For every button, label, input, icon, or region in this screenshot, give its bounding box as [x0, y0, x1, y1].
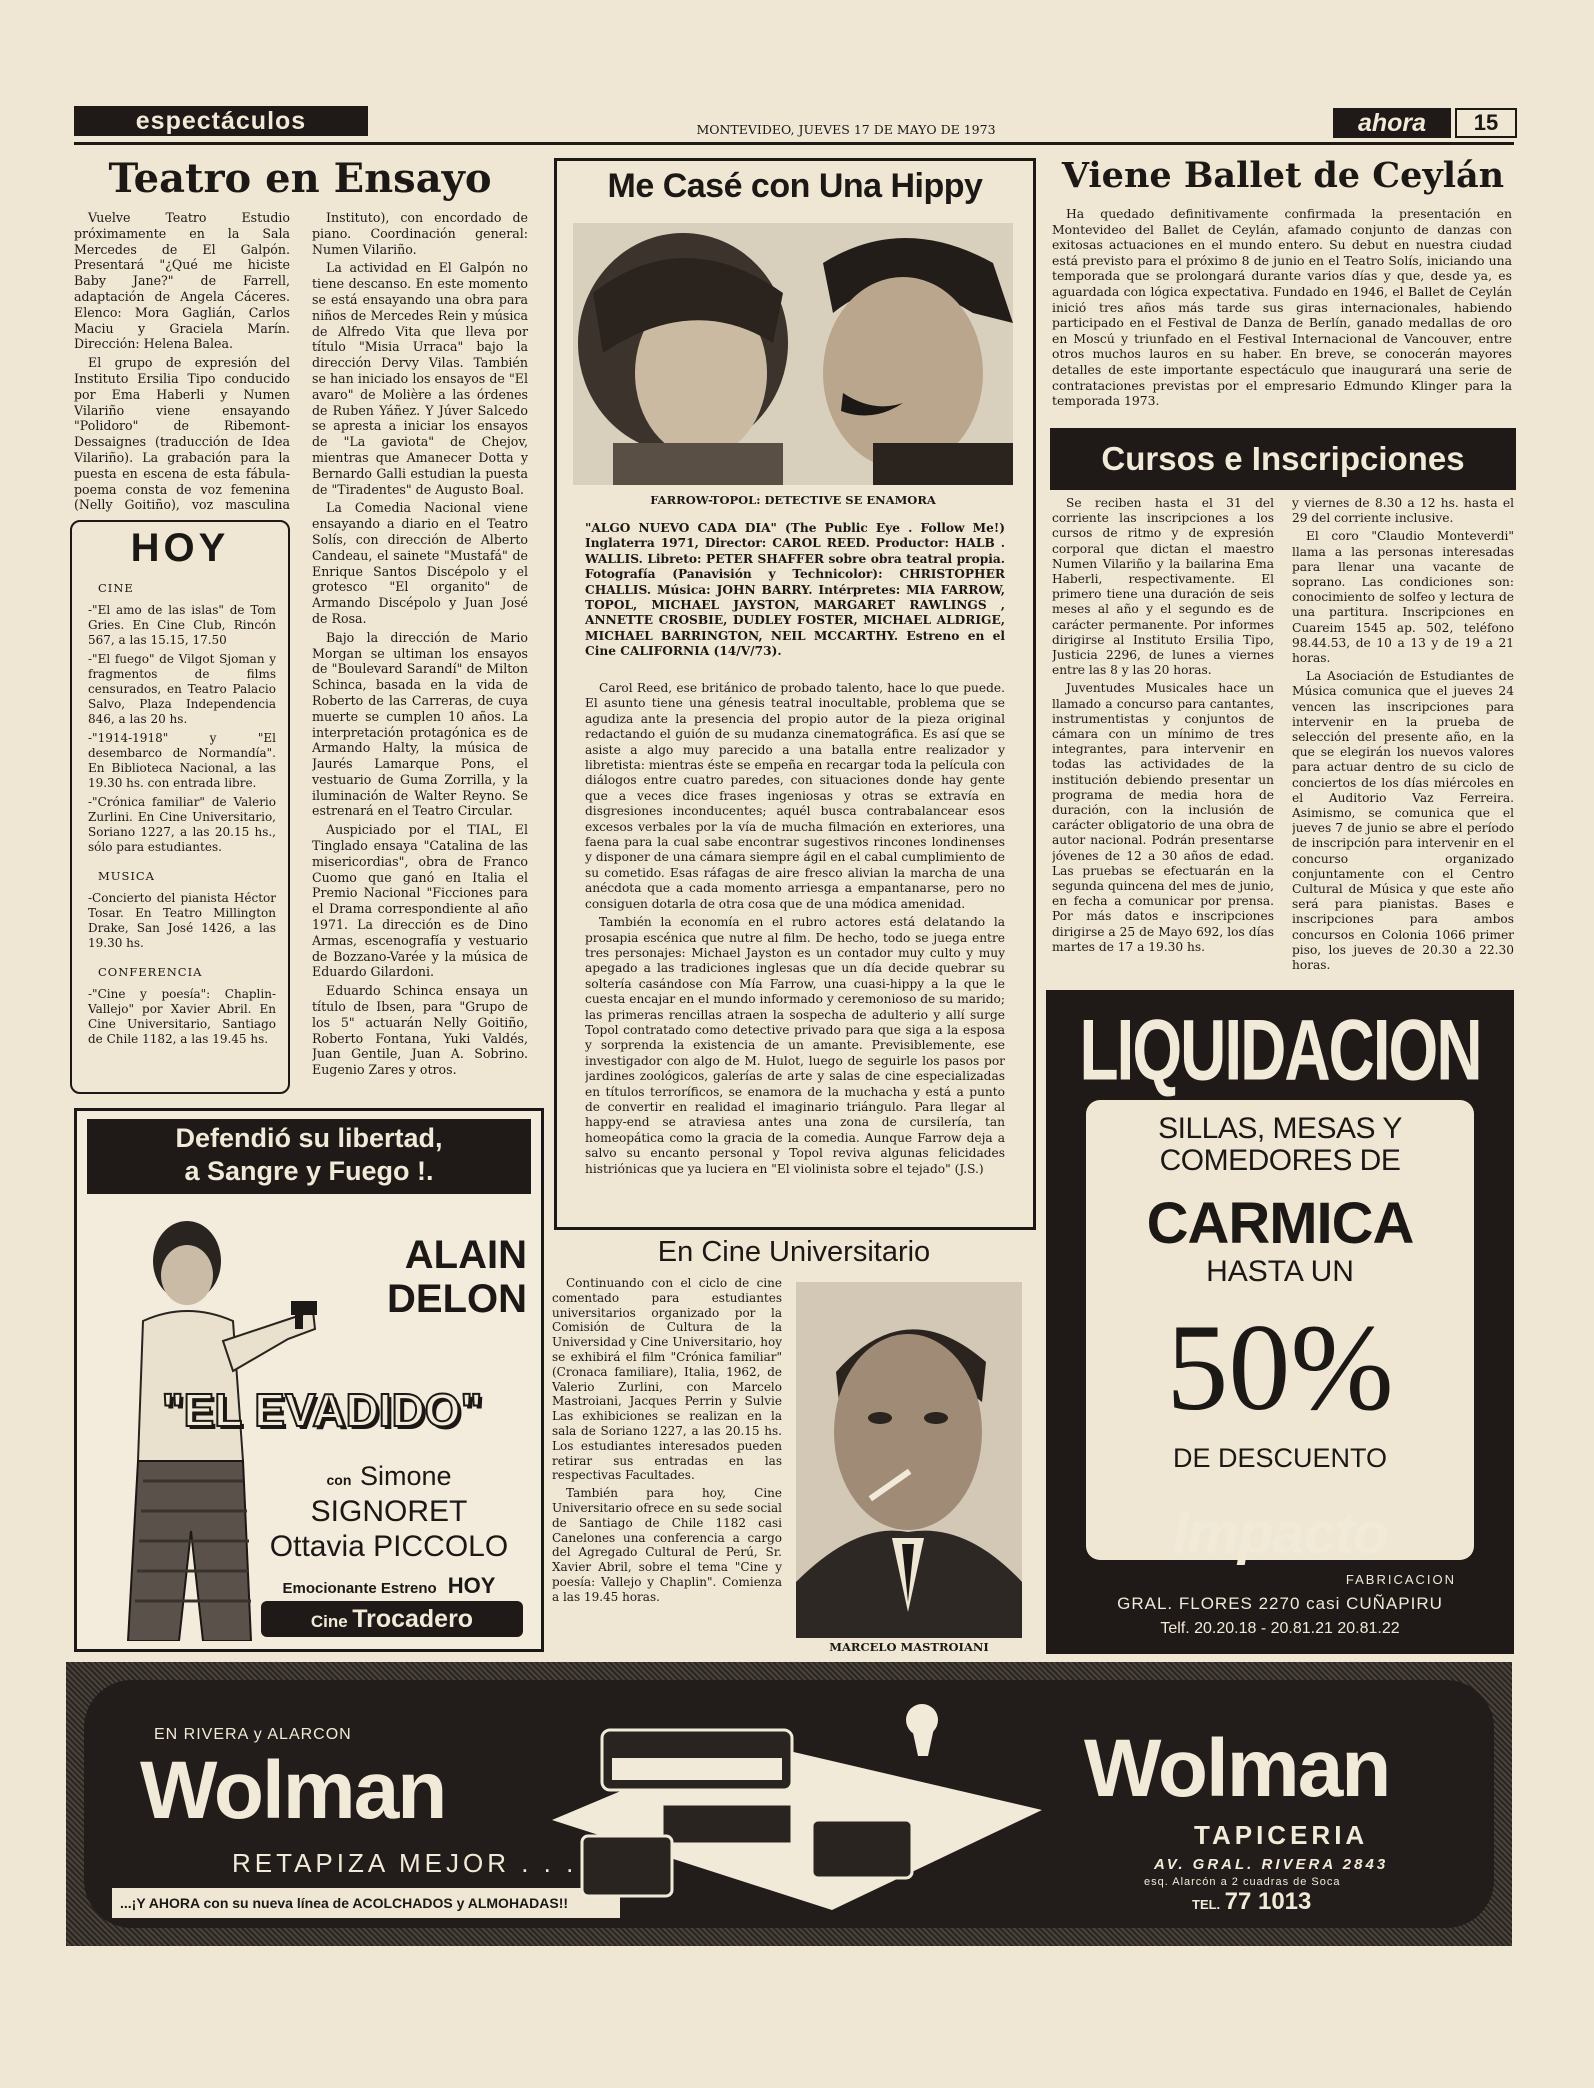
cine-univ-paragraph: También para hoy, Cine Universitario ofrece en su sede social de Santiago de Chile 1182 casi Canelones una conferencia a cargo del Agregado Cultural de Perú, Sr. Xavier Abril, sobre el tema "Cine y poesía: Vallejo y Chaplin". Comienza a las 19.45 horas. — [552, 1486, 782, 1604]
teatro-paragraph: Instituto), con encordado de piano. Coordinación general: Numen Vilariño. — [312, 210, 528, 257]
cine-univ-paragraph: Continuando con el ciclo de cine comentado para estudiantes universitarios organizado por la Comisión de Cultura de la Universidad y Cine Universitario, hoy se exhibirá el film "Crónica familiar" (Cronaca familiare), Italia, 1962, de Valerio Zurlini, con Marcelo Mastroiani, Jacques Perrin y Sulvie Las exhibiciones se realizan en la sala de Soriano 1227, a las 20.15 hs. Los estudiantes interesados pueden retirar sus entradas en las respectivas Facultades. — [552, 1276, 782, 1483]
hippy-credits: "ALGO NUEVO CADA DIA" (The Public Eye . Follow Me!) Inglaterra 1971, Director: CAROL REED. Productor: HALB . WALLIS. Libreto: PETER SHAFFER sobre obra teatral propia. Fotografía (Panavisión y Technicolor): CHRISTOPHER CHALLIS. Música: JOHN BARRY. Intérpretes: MIA FARROW, TOPOL, MICHAEL JAYSTON, MARGARET RAWLINGS , ANNETTE CROSBIE, DUDLEY FOSTER, MICHAEL ALDRIGE, MICHAEL BARRINGTON, NEIL MCCARTHY. Estreno en el Cine CALIFORNIA (14/V/73). — [585, 521, 1005, 659]
hippy-title: Me Casé con Una Hippy — [607, 167, 983, 205]
impacto-sub: FABRICACION — [1345, 1572, 1456, 1587]
header-rule — [74, 142, 1514, 145]
star-last-name: DELON — [387, 1277, 527, 1321]
teatro-paragraph: Bajo la dirección de Mario Morgan se ultiman los ensayos de "Boulevard Sarandí" de Milton Schinca, basada en la vida de Roberto de las Carreras, de cuya muerte se cumplen 10 años. La interpretación protagónica es de Armando Halty, la música de Jaurés Lamarque Pons, el vestuario de Guma Zorrilla, y la iluminación de Walter Reyno. Se estrenará en el Teatro Circular. — [312, 629, 528, 819]
evadido-ad — [74, 1108, 544, 1652]
wolman-tel-label: TEL. — [1192, 1897, 1221, 1912]
carmica-address: GRAL. FLORES 2270 casi CUÑAPIRU — [1117, 1594, 1443, 1613]
teatro-column-1 — [74, 210, 290, 512]
carmica-ad — [1046, 990, 1514, 1654]
teatro-paragraph: Auspiciado por el TIAL, El Tinglado ensaya "Catalina de las misericordias", obra de Franco Cuomo que ganó en Italia el Premio Nacional "Ficciones para el Drama correspondiente al año 1971. La dirección es de Dino Armas, escenografía y vestuario de Bozzano-Varée y la música de Eduardo Gilardoni. — [312, 822, 528, 980]
cursos-paragraph: Juventudes Musicales hace un llamado a concurso para cantantes, instrumentistas y conjuntos de cámara con un mínimo de tres integrantes, para intervenir en todas las actividades de la institución debiendo presentar un programa de media hora de duración, con la inclusión de carácter obligatorio de una obra de autor nacional. Podrán presentarse jóvenes de 12 a 30 años de edad. Las pruebas se efectuarán en la segunda quincena del mes de junio, en fecha a comunicar por prensa. Por más datos e inscripciones dirigirse a 25 de Mayo 692, los días martes de 17 a 19.30 hs. — [1052, 681, 1274, 954]
page-number: 15 — [1455, 108, 1517, 138]
teatro-paragraph: La actividad en El Galpón no tiene descanso. En este momento se está ensayando una obra para niños de Mercedes Rein y música de Alfredo Vita que lleva por título "Misia Urraca" bajo la dirección Dervy Vilas. También se han iniciado los ensayos de "El avaro" de Molière a las órdenes de Ruben Yáñez. Y Júver Salcedo se apresta a iniciar los ensayos de "La gaviota" de Chejov, mientras que Amanecer Dotta y Bernardo Galli estudian la puesta de "Tiradentes" de Augusto Boal. — [312, 260, 528, 497]
tagline: Emocionante Estreno — [282, 1580, 437, 1597]
cursos-paragraph: El coro "Claudio Monteverdi" llama a las personas interesadas para llenar una vacante de soprano. Las condiciones son: conocimiento de solfeo y lectura de una partitura. Inscripciones en Cuareim 1545 ap. 502, teléfono 98.44.53, de 10 a 13 y de 19 a 21 horas. — [1292, 529, 1514, 666]
cinema-prefix: Cine — [310, 1612, 348, 1631]
teatro-paragraph: El grupo de expresión del Instituto Ersilia Tipo conducido por Ema Haberli y Numen Vilariño viene ensayando "Polidoro" de Ribemont-Dessaignes (traducción de Idea Vilariño). La grabación para la puesta en escena de esta fábula-poema consta de voz femenina (Nelly Goitiño), voz masculina — [74, 355, 290, 512]
cursos-column-1 — [1052, 496, 1274, 982]
costar-1-last: SIGNORET — [310, 1495, 468, 1528]
teatro-column-2 — [312, 210, 528, 1098]
carmica-percent: 50% — [1166, 1299, 1394, 1436]
evadido-headline-line-1: Defendió su libertad, — [175, 1123, 443, 1153]
wolman-location: EN RIVERA y ALARCON — [154, 1726, 352, 1743]
cursos-paragraph: Se reciben hasta el 31 del corriente las inscripciones a los cursos de ritmo y de expresión corporal que dictan el maestro Numen Vilariño y la bailarina Ema Haberli, respectivamente. El primero tiene una duración de seis meses al año y el segundo es de carácter permanente. Por informes dirigirse al Instituto Ersilia Tipo, Justicia 2296, de lunes a viernes entre las 8 y las 20 horas. — [1052, 496, 1274, 678]
teatro-paragraph: Eduardo Schinca ensaya un título de Ibsen, para "Grupo de los 5" actuarán Nelly Goitiño, Roberto Fontana, Yuki Valdés, Juan Gentile, Juan A. Sobrino. Eugenio Zares y otros. — [312, 983, 528, 1078]
film-title: "EL EVADIDO" — [161, 1384, 483, 1436]
carmica-hasta: HASTA UN — [1206, 1255, 1354, 1288]
hoy-cine-list — [72, 603, 288, 859]
star-first-name: ALAIN — [404, 1233, 527, 1277]
wolman-logo-left: Wolman — [140, 1745, 446, 1836]
wolman-address: AV. GRAL. RIVERA 2843 — [1154, 1856, 1389, 1873]
wolman-ad — [66, 1662, 1512, 1946]
carmica-descuento: DE DESCUENTO — [1172, 1443, 1388, 1473]
impacto-logo: Impacto — [1172, 1501, 1388, 1566]
hoy-title: HOY — [130, 526, 230, 570]
cinema-banner — [261, 1601, 523, 1637]
evadido-headline — [87, 1119, 531, 1194]
wolman-tapiceria: TAPICERIA — [1194, 1820, 1369, 1850]
hoy-item: -"1914-1918" y "El desembarco de Normandía". En Biblioteca Nacional, a las 19.30 hs. con entrada libre. — [88, 731, 276, 790]
hippy-paragraph: También la economía en el rubro actores está delatando la prosapia escénica que nutre al film. De hecho, todo se juega entre tres personajes: Michael Jayston es un contador muy culto y muy apegado a las tradiciones inglesas que un día decide quebrar su soltería casándose con Mía Farrow, una cuasi-hippy a la que le cuesta encajar en el mundo informado y ceremonioso de su marido; las primeras rencillas atraen la sospecha de adulterio y allí surge Topol contratado como detective privado para que siga a la esposa y sorprenda la existencia de un amante. Previsiblemente, ese investigador con algo de M. Hulot, luego de seguirle los pasos por jardines zoológicos, galerías de arte y salas de cine especializadas en títulos terroríficos, se enamora de la muchacha y está a punto de convertir en realidad el imaginario triángulo. Para llegar al happy-end se atraviesa antes una zona de cursilería, tan homeopática como la gracia de la comedia. Aunque Farrow deja a salvo su encanto personal y Topol reviva algunas felicidades histriónicas que ya luciera en "El violinista sobre el tejado" (J.S.) — [585, 915, 1005, 1176]
hippy-photo-caption: FARROW-TOPOL: DETECTIVE SE ENAMORA — [650, 493, 936, 507]
wolman-panel — [84, 1680, 1494, 1928]
hippy-review — [554, 158, 1036, 1230]
hoy-item: -Concierto del pianista Héctor Tosar. En Teatro Millington Drake, San José 1426, a las 19.30 hs. — [88, 891, 276, 950]
cursos-title: Cursos e Inscripciones — [1050, 428, 1516, 490]
farrow-topol-photo — [573, 223, 1013, 485]
carmica-brand: CARMICA — [1146, 1191, 1414, 1256]
carmica-panel — [1086, 1100, 1474, 1560]
cast-con: con — [326, 1472, 352, 1488]
teatro-paragraph: Vuelve Teatro Estudio próximamente en la Sala Mercedes de El Galpón. Presentará "¿Qué me hiciste Baby Jane?" de Farrell, adaptación de Angela Cáceres. Elenco: Mora Gaglián, Carlos Maciu y Graciela Marín. Dirección: Helena Balea. — [74, 210, 290, 352]
hoy-box — [70, 520, 290, 1094]
cursos-paragraph: La Asociación de Estudiantes de Música comunica que el jueves 24 vencen las inscripciones para intervenir en la prueba de selección del presente año, en la que se elegirán los nuevos valores para actuar dentro de su ciclo de conciertos de los días miércoles en el Auditorio Vaz Ferreira. Asimismo, se comunica que el jueves 7 de junio se abre el período de inscripción para intervenir en el concurso organizado conjuntamente con el Centro Cultural de Música y que este año será para pianistas. Bases e inscripciones para ambos concursos en Colonia 1066 primer piso, los jueves de 20.30 a 22.30 horas. — [1292, 669, 1514, 973]
wolman-acolchados-line: ...¡Y AHORA con su nueva línea de ACOLCHADOS y ALMOHADAS!! — [112, 1888, 620, 1918]
ballet-body: Ha quedado definitivamente confirmada la presentación en Montevideo del Ballet de Ceylán, afamado conjunto de danzas con exitosas actuaciones en el mundo entero. Su debut en nuestra ciudad está previsto para el próximo 8 de junio en el Teatro Solís, iniciando una temporada que se prolongará durante varios días y que, desde ya, es aguardada con lógica expectativa. Fundado en 1946, el Ballet de Ceylán inició tres años más tarde sus giras internacionales, habiendo participado en el Festival de Danza de Berlín, ganado medallas de oro en Moscú y triunfado en el Festival Internacional de Vancouver, entre otros muchos lauros en su haber. En breve, se conocerán mayores detalles de este importante espectáculo que inaugurará una serie de contrataciones previstas por el empresario Edmundo Klinger para la temporada 1973. — [1052, 206, 1512, 409]
section-label: espectáculos — [74, 106, 368, 136]
carmica-phones: Telf. 20.20.18 - 20.81.21 20.81.22 — [1160, 1620, 1400, 1637]
cinema-name: Trocadero — [352, 1605, 474, 1633]
costar-2: Ottavia PICCOLO — [269, 1530, 509, 1563]
mastroiani-caption: MARCELO MASTROIANI — [829, 1640, 989, 1654]
wolman-slogan: RETAPIZA MEJOR . . . — [232, 1848, 578, 1878]
wolman-logo-right: Wolman — [1084, 1723, 1390, 1814]
evadido-headline-line-2: a Sangre y Fuego !. — [184, 1156, 434, 1186]
cine-univ-body — [552, 1276, 782, 1656]
carmica-headline: LIQUIDACION — [1079, 1001, 1481, 1099]
cursos-column-2 — [1292, 496, 1514, 982]
paper-name: ahora — [1333, 108, 1451, 138]
teatro-paragraph: La Comedia Nacional viene ensayando a diario en el Teatro Solís, con dirección de Alberto Candeau, el sainete "Mustafá" de Enrique Santos Discépolo y el grotesco "El organito" de Armando Discépolo y Juan José de Rosa. — [312, 500, 528, 626]
hoy-item: -"El fuego" de Vilgot Sjoman y fragmentos de films censurados, en Teatro Palacio Salvo, Plaza Independencia 846, a las 20 hs. — [88, 652, 276, 726]
wolman-phone — [1192, 1888, 1311, 1916]
hoy-musica-list — [72, 891, 288, 955]
hoy-item: -"Crónica familiar" de Valerio Zurlini. En Cine Universitario, Soriano 1227, a las 20.15 hs., sólo para estudiantes. — [88, 795, 276, 854]
teatro-title: Teatro en Ensayo — [108, 155, 492, 202]
hippy-body — [585, 681, 1005, 1219]
carmica-line-1: SILLAS, MESAS Y — [1158, 1112, 1402, 1145]
tagline-hoy: HOY — [447, 1573, 496, 1598]
hoy-item: -"El amo de las islas" de Tom Gries. En Cine Club, Rincón 567, a las 15.15, 17.50 — [88, 603, 276, 647]
hoy-conferencia-list — [72, 987, 288, 1051]
dateline: MONTEVIDEO, JUEVES 17 DE MAYO DE 1973 — [696, 122, 996, 137]
mastroiani-photo — [796, 1282, 1022, 1638]
cine-univ-title: En Cine Universitario — [657, 1236, 931, 1268]
hoy-cine-label: CINE — [98, 581, 134, 595]
hoy-item: -"Cine y poesía": Chaplin-Vallejo" por Xavier Abril. En Cine Universitario, Santiago de Chile 1182, a las 19.45 hs. — [88, 987, 276, 1046]
hippy-paragraph: Carol Reed, ese británico de probado talento, hace lo que puede. El asunto tiene una génesis teatral inocultable, problema que se agudiza ante la presencia del propio autor de la pieza original redactando el guión de su mudanza cinematográfica. Es así que se asiste a algo muy parecido a una batalla entre realizador y libretista: mientras éste se empeña en recargar toda la película con diálogos entre cuatro paredes, con situaciones donde hay gente que a veces dice frases ingeniosas y otras se extravía en disgresiones inconducentes; aquél busca contrabalancear esos excesos verbales por la vía de mucha filmación en exteriores, una faena para la cual sabe encontrar sugestivos rincones londinenses y disponer de una cámara siempre ágil en el cabal cumplimiento de su cometido. Esas ráfagas de aire fresco alivian la marcha de una anécdota que a cada momento arriesga a empantanarse, pero no consiguen dotarla de otra cosa que de una módica amenidad. — [585, 681, 1005, 911]
costar-1-first: Simone — [359, 1461, 452, 1491]
hoy-musica-label: MUSICA — [98, 869, 155, 883]
wolman-corner: esq. Alarcón a 2 cuadras de Soca — [1144, 1876, 1341, 1888]
hoy-conferencia-label: CONFERENCIA — [98, 965, 203, 979]
carmica-line-2: COMEDORES DE — [1159, 1144, 1401, 1177]
cursos-paragraph: y viernes de 8.30 a 12 hs. hasta el 29 del corriente inclusive. — [1292, 496, 1514, 526]
wolman-tel-number: 77 1013 — [1224, 1888, 1312, 1915]
cast-block — [247, 1461, 531, 1599]
furniture-illustration — [542, 1700, 1062, 1920]
ballet-title: Viene Ballet de Ceylán — [1061, 155, 1505, 196]
star-name — [327, 1233, 527, 1321]
